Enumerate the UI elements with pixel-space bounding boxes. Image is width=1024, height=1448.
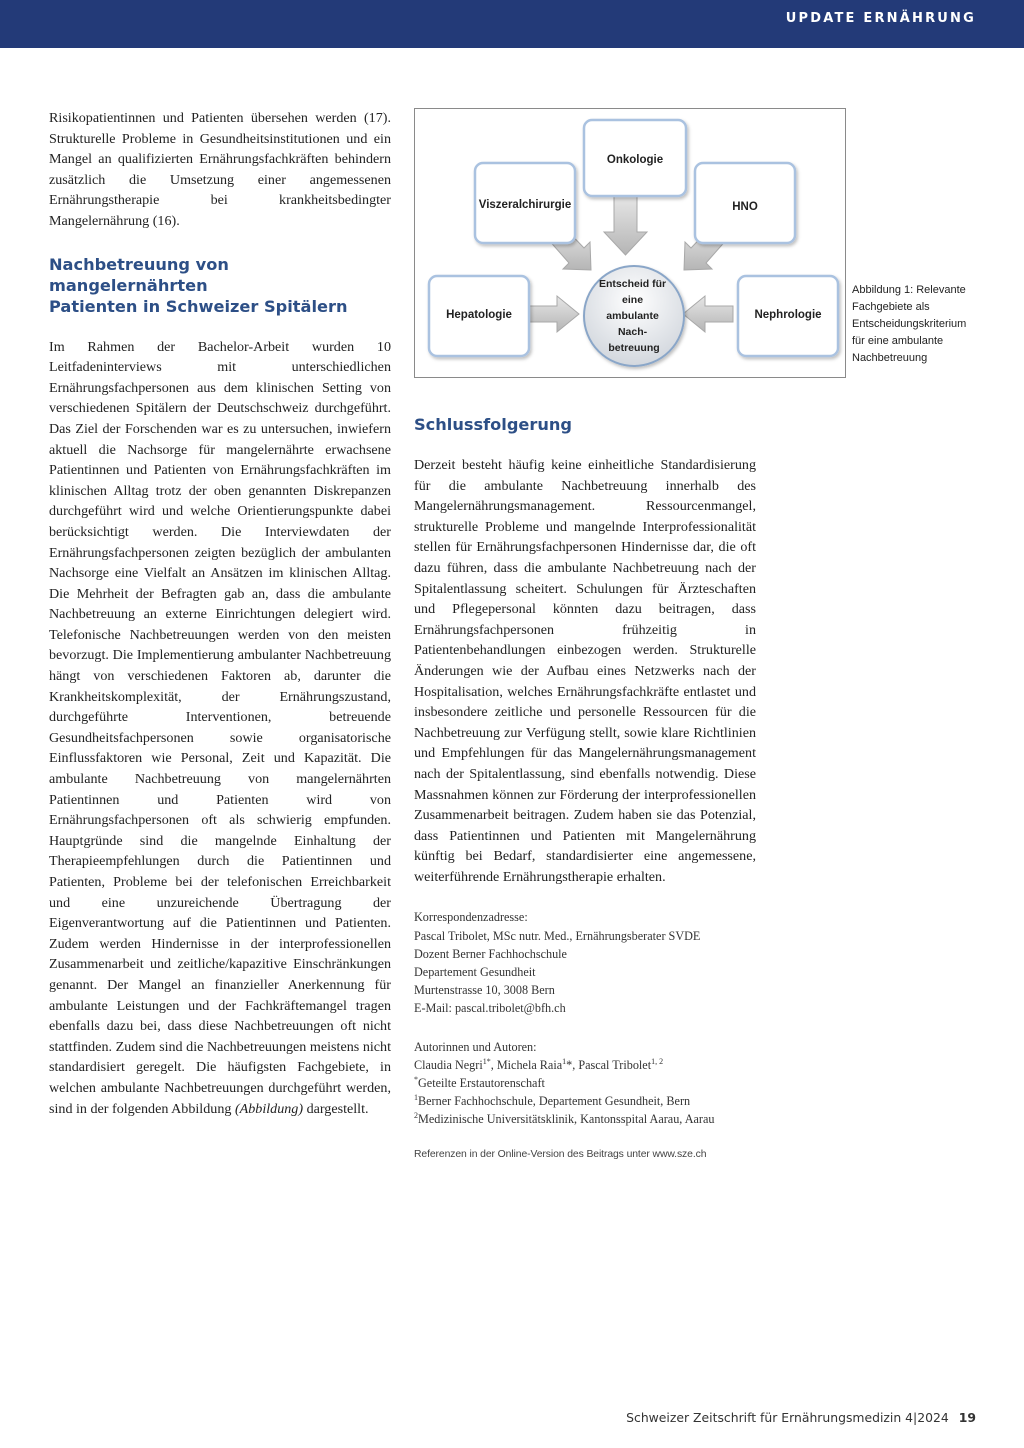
affiliation-1 [414,1092,756,1110]
authors-block [414,1038,756,1128]
correspondence-name: Pascal Tribolet, MSc nutr. Med., Ernährungsberater SVDE [414,928,701,943]
references-note: Referenzen in der Online-Version des Beitrags unter www.sze.ch [414,1148,707,1160]
correspondence-address: Murtenstrasse 10, 3008 Bern [414,982,555,997]
center-label-line-3: ambulante [606,310,659,322]
author-2-affiliation: 1 [562,1057,567,1067]
shared-mark: * [414,1075,418,1085]
node-onkologie [584,120,686,196]
center-label-line-1: Entscheid für [598,278,667,290]
node-nephrologie-label: Nephrologie [754,309,822,321]
page-number: 19 [958,1410,976,1425]
page-footer [626,1410,976,1425]
node-viszeralchirurgie-label: Viszeralchirurgie [478,199,572,211]
journal-title: Schweizer Zeitschrift für Ernährungsmedizin 4|2024 [626,1410,949,1425]
figure-reference: (Abbildung) [234,1100,304,1117]
center-label-line-2: eine [622,294,644,306]
heading-line-2: Patienten in Schweizer Spitälern [49,296,348,316]
figure-caption: Abbildung 1: Relevante Fachgebiete als Entscheidungskriterium für eine ambulante Nachbetreuung [852,284,967,364]
correspondence-role: Dozent Berner Fachhochschule [414,946,567,961]
intro-paragraph: Risikopatientinnen und Patienten übersehen werden (17). Strukturelle Probleme in Gesundheitsinstitutionen und ein Mangel an qualifizierten Ernährungsfachkräften behindern zusätzlich die Umsetzung einer angemessenen Ernährungstherapie bei krankheitsbedingter Mangelernährung (16). [49,110,391,229]
author-3-affiliation: 1, 2 [651,1057,664,1067]
affiliation-2-text: Medizinische Universitätsklinik, Kantonsspital Aarau, Aarau [418,1112,715,1127]
nachbetreuung-paragraph [49,337,391,1120]
shared-authorship-note [414,1074,756,1092]
figure-1 [414,108,846,378]
correspondence-email: E-Mail: pascal.tribolet@bfh.ch [414,1000,566,1015]
correspondence-block [414,908,756,1017]
shared-note-text: Geteilte Erstautorenschaft [418,1076,545,1091]
body-text-end: dargestellt. [303,1100,369,1117]
conclusion-paragraph: Derzeit besteht häufig keine einheitliche Standardisierung für die ambulante Nachbetreuung innerhalb des Mangelernährungsmanagement. Ressourcenmangel, strukturelle Probleme und mangelnde Interprofessionalität stellen für Ernährungsfachpersonen Hindernisse dar, die oft dazu führen, dass die ambulante Nachbetreuung nach der Spitalentlassung scheitert. Schulungen für Ärzteschaften und Pflegepersonal könnten dazu beitragen, dass Ernährungsfachpersonen frühzeitig in Patientenbehandlungen einbezogen werden. Strukturelle Änderungen wie der Aufbau eines Netzwerks nach der Hospitalisation, welches Ernährungsfachkräfte entlastet und insbesondere zeitliche und personelle Ressourcen für die Nachbetreuung zur Verfügung stellt, sowie klare Richtlinien und Empfehlungen für das Mangelernährungsmanagement nach der Spitalentlassung, sind ebenfalls notwendig. Diese Massnahmen können zur Förderung der interprofessionellen Zusammenarbeit beitragen. Zudem haben sie das Potenzial, dass Patientinnen und Patienten mit Mangelernährung künftig bei Bedarf, standardisierter eine angemessene, weiterführende Ernährungstherapie erhalten. [414,457,756,885]
left-column [49,108,391,1119]
node-hepatologie [429,276,529,356]
section-header-bar [0,0,1024,48]
affiliation-2-mark: 2 [414,1111,418,1121]
body-text: Im Rahmen der Bachelor-Arbeit wurden 10 Leitfadeninterviews mit unterschiedlichen Ernährungsfachpersonen aus dem klinischen Setting von verschiedenen Spitälern der Deutschschweiz durchgeführt. Das Ziel der Forschenden war es zu untersuchen, inwiefern aktuell die Nachsorge für mangelernährte erwachsene Patientinnen und Patienten von Ernährungsfachkräften im klinischen Alltag trotz der oben genannten Diskrepanzen durchgeführt wird und welche Orientierungspunkte dabei berücksichtigt werden. Die Interviewdaten der Ernährungsfachpersonen zeigten bezüglich der ambulanten Nachsorge eine Vielfalt an Ansätzen im klinischen Alltag. Die Mehrheit der Befragten gab an, dass die ambulante Nachbetreuung an externe Einrichtungen delegiert wird. Telefonische Nachbetreuungen werden von den meisten bevorzugt. Die Implementierung ambulanter Nachbetreuung hängt von verschiedenen Faktoren ab, darunter die Krankheitskomplexität, der Ernährungszustand, durchgeführte Interventionen, betreuende Gesundheitsfachpersonen sowie organisatorische Einflussfaktoren wie Personal, Zeit und Kapazität. Die ambulante Nachbetreuung von mangelernährten Patientinnen und Patienten wird von Ernährungsfachpersonen oft als schwierig empfunden. Hauptgründe sind die mangelnde Einhaltung der Therapieempfehlungen durch die Patientinnen und Patienten, Probleme bei der telefonischen Erreichbarkeit und eine unzureichende Übertragung der Eigenverantwortung auf die Patientinnen und Patienten. Zudem werden Hindernisse in der interprofessionellen Zusammenarbeit und zeitliche/kapazitive Einschränkungen genannt. Der Mangel an finanzieller Anerkennung für ambulante Leistungen und der Fachkräftemangel tragen ebenfalls dazu bei, dass diese Nachbetreuungen oft nicht stattfinden. Zudem sind die Nachbetreuungen meistens nicht standardisiert geregelt. Die häufigsten Fachgebiete, in welchen ambulante Nachbetreuungen durchgeführt werden, sind in der folgenden Abbildung [49,338,391,1117]
center-label-line-4: Nach- [617,326,648,338]
affiliation-1-text: Berner Fachhochschule, Departement Gesundheit, Bern [418,1094,691,1109]
arrow-left [529,296,579,332]
node-hno [695,163,795,243]
affiliation-1-mark: 1 [414,1093,418,1103]
author-3: Pascal Tribolet [578,1058,652,1073]
node-hno-label: HNO [732,201,758,213]
correspondence-label: Korrespondenzadresse: [414,910,528,925]
center-decision-node [584,266,684,366]
correspondence-department: Departement Gesundheit [414,964,536,979]
arrow-right [683,296,733,332]
svg-text:Entscheid für eine [599,278,669,354]
author-1: Claudia Negri [414,1058,483,1073]
author-2-mark: * [566,1058,573,1073]
node-nephrologie [738,276,838,356]
center-label-line-5: betreuung [608,342,660,354]
heading-line-1: Nachbetreuung von mangelernährten [49,254,229,295]
node-viszeralchirurgie [475,163,575,243]
author-2: Michela Raia [496,1058,563,1073]
node-onkologie-label: Onkologie [606,154,664,166]
author-1-affiliation: 1* [482,1057,491,1067]
node-hepatologie-label: Hepatologie [446,309,512,321]
arrow-top [604,196,647,255]
affiliation-2 [414,1110,756,1128]
right-column [414,414,756,1160]
specialties-diagram [415,109,845,377]
section-heading-nachbetreuung [49,254,391,317]
authors-label: Autorinnen und Autoren: [414,1040,537,1055]
section-heading-schlussfolgerung: Schlussfolgerung [414,415,573,434]
authors-list: Claudia Negri$^{1*}$, Michela Raia$^1$*, Pascal Tribolet$^{1, 2}$ [414,1057,664,1073]
section-title: UPDATE ERNÄHRUNG [785,11,976,26]
